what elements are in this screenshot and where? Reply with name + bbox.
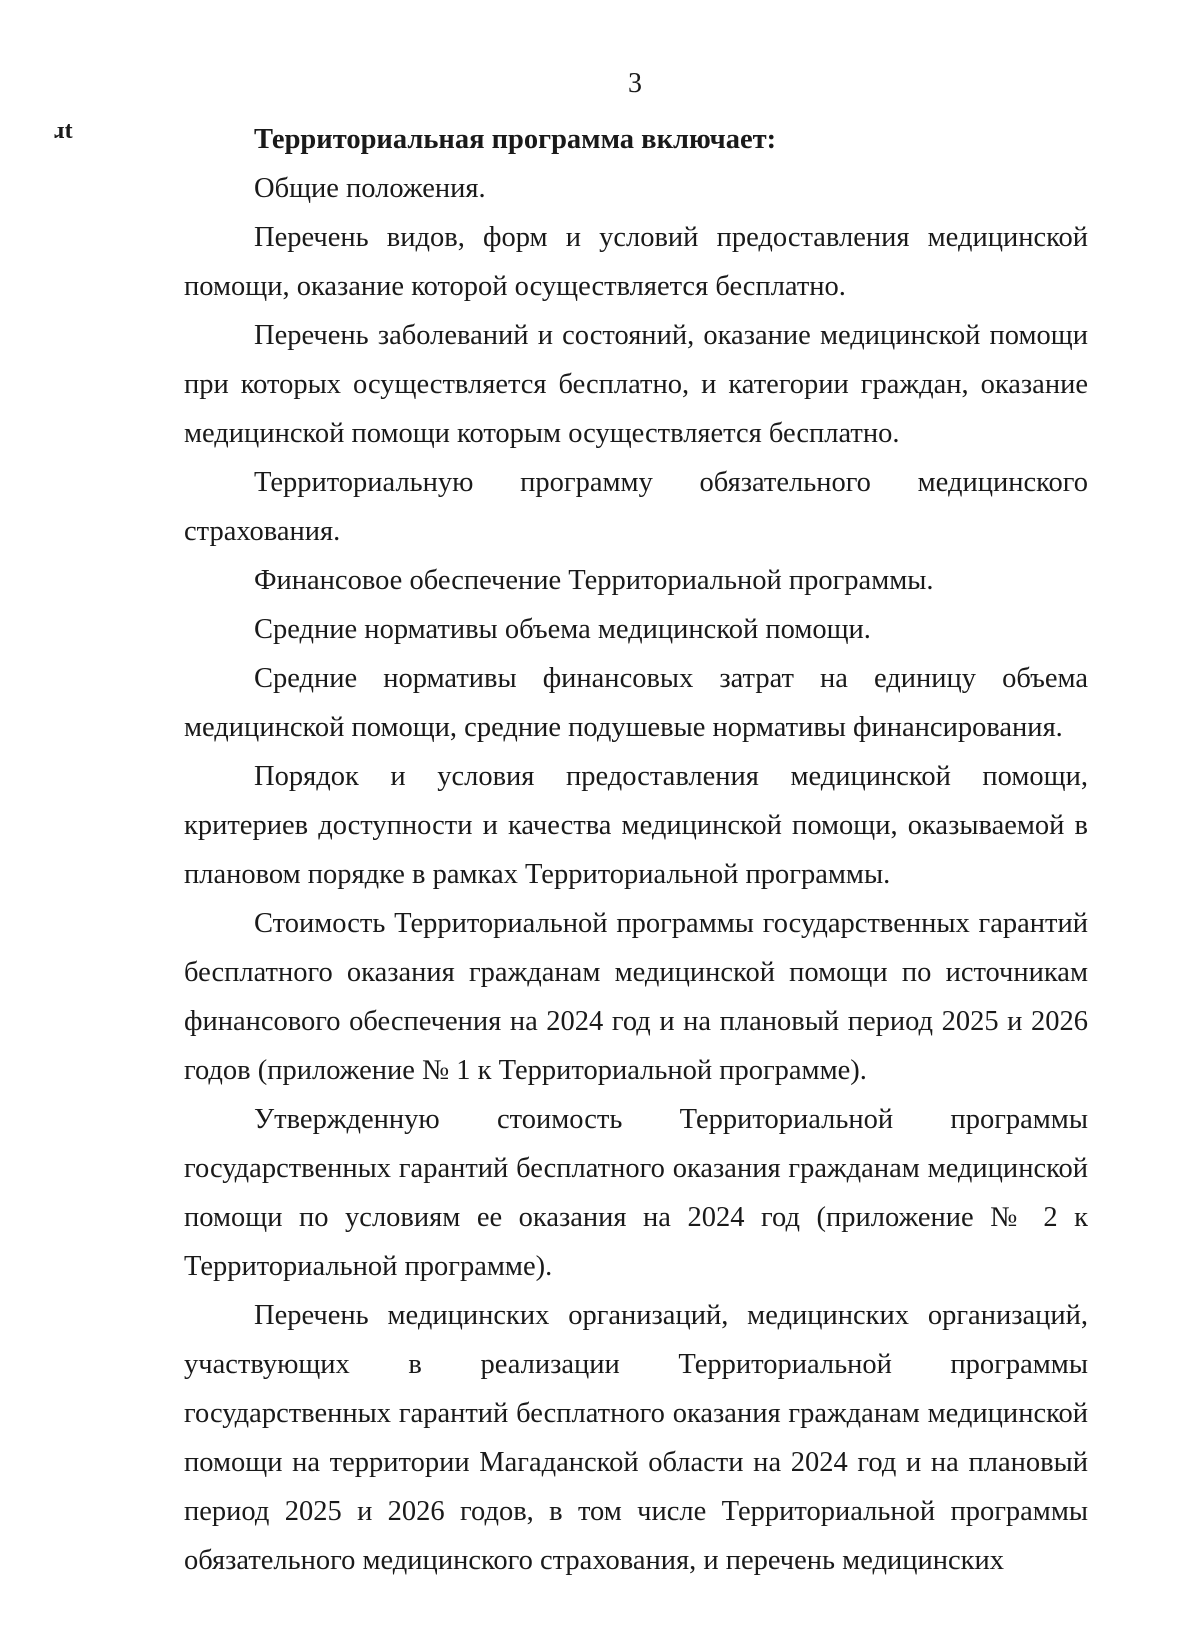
margin-mark: ɹt	[54, 118, 73, 144]
paragraph: Перечень заболеваний и состояний, оказание медицинской помощи при которых осуществляется бесплатно, и категории граждан, оказание медицинской помощи которым осуществляется бесплатно.	[184, 320, 1088, 449]
paragraph: Территориальную программу обязательного медицинского страхования.	[184, 467, 1088, 547]
paragraph: Стоимость Территориальной программы государственных гарантий бесплатного оказания гражданам медицинской помощи по источникам финансового обеспечения на 2024 год и на плановый период 2025 и 2026 годов (приложение № 1 к Территориальной программе).	[184, 908, 1088, 1086]
paragraph: Общие положения.	[254, 173, 486, 204]
paragraph: Средние нормативы объема медицинской помощи.	[254, 614, 871, 645]
paragraph: Утвержденную стоимость Территориальной программы государственных гарантий бесплатного оказания гражданам медицинской помощи по условиям ее оказания на 2024 год (приложение № 2 к Территориальной программе).	[184, 1104, 1088, 1282]
document-body	[184, 115, 1088, 1585]
paragraph: Средние нормативы финансовых затрат на единицу объема медицинской помощи, средние подушевые нормативы финансирования.	[184, 663, 1088, 743]
paragraph: Финансовое обеспечение Территориальной программы.	[254, 565, 934, 596]
paragraph: Порядок и условия предоставления медицинской помощи, критериев доступности и качества медицинской помощи, оказываемой в плановом порядке в рамках Территориальной программы.	[184, 761, 1088, 890]
paragraph: Перечень видов, форм и условий предоставления медицинской помощи, оказание которой осуществляется бесплатно.	[184, 222, 1088, 302]
page-number: 3	[628, 68, 642, 99]
paragraph: Перечень медицинских организаций, медицинских организаций, участвующих в реализации Территориальной программы государственных гарантий бесплатного оказания гражданам медицинской помощи на территории Магаданской области на 2024 год и на плановый период 2025 и 2026 годов, в том числе Территориальной программы обязательного медицинского страхования, и перечень медицинских	[184, 1300, 1088, 1576]
section-heading: Территориальная программа включает:	[254, 124, 777, 155]
